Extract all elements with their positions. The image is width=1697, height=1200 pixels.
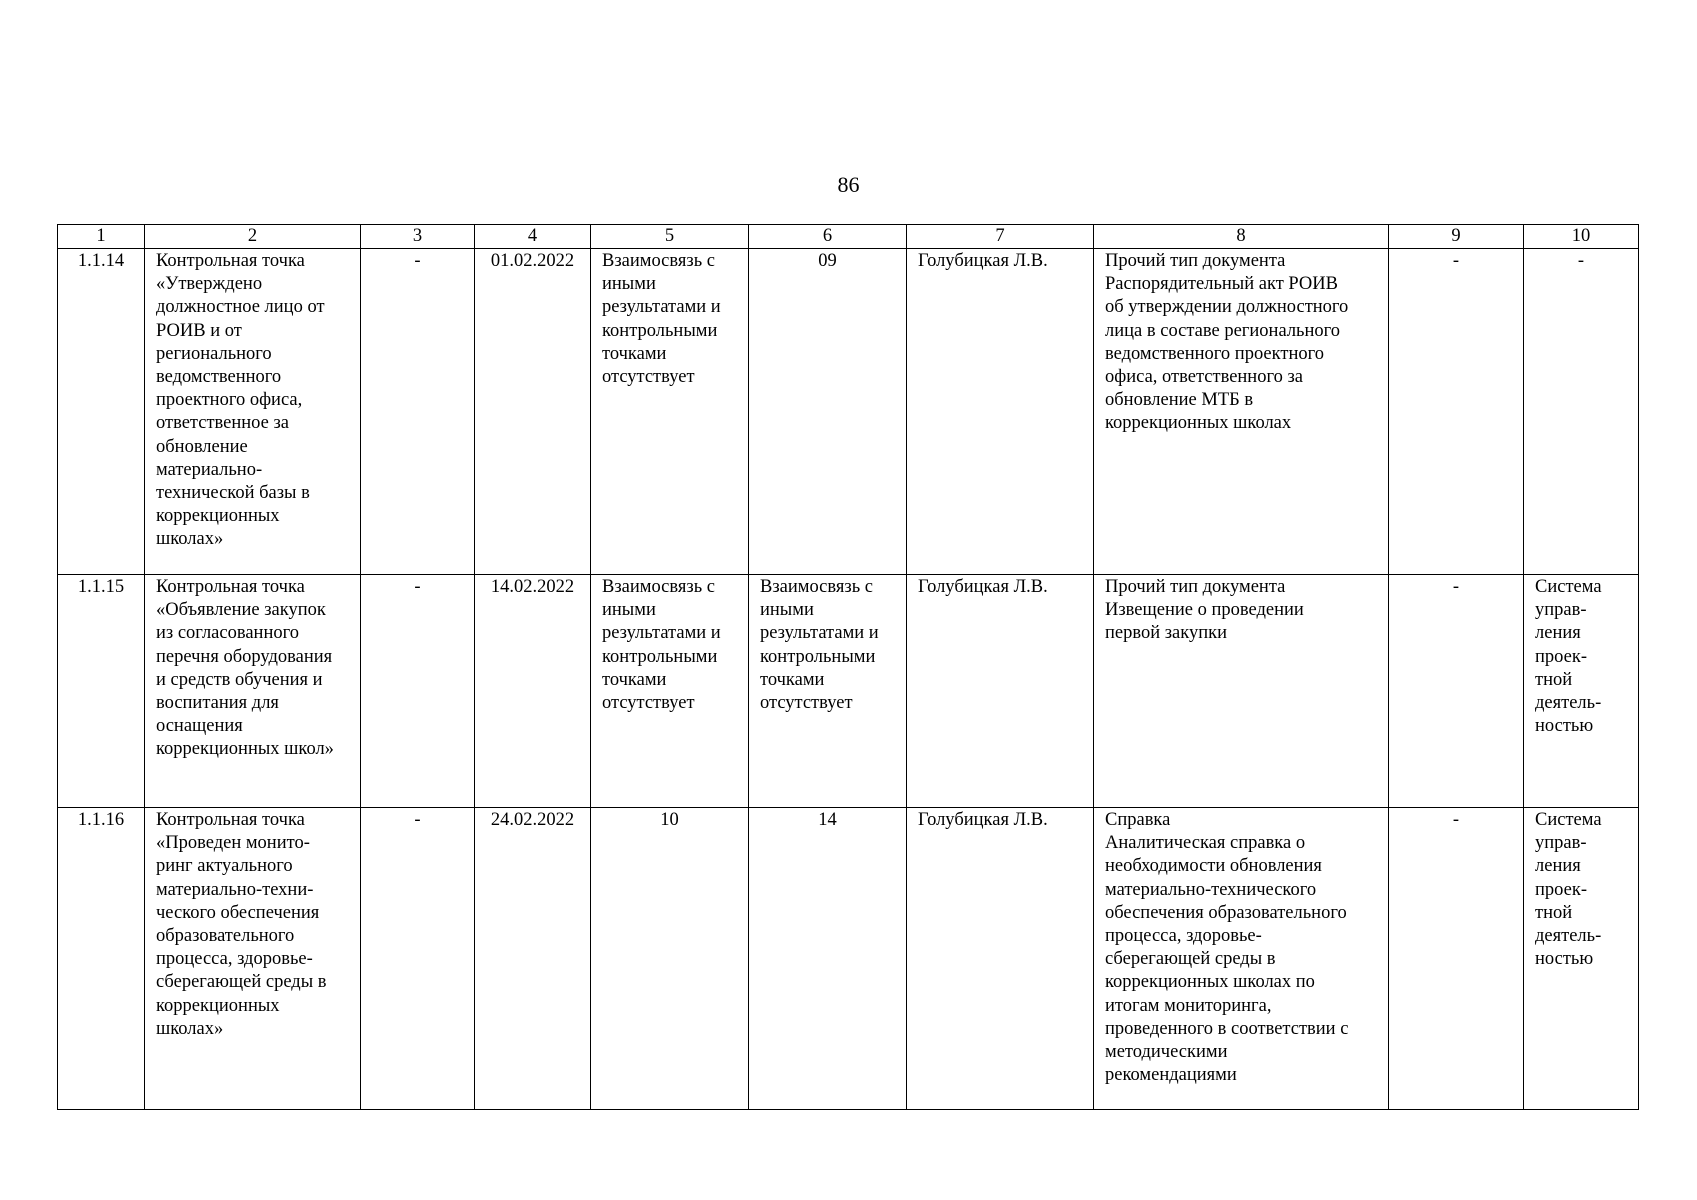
- page-number: 86: [837, 172, 860, 197]
- column-3-value: -: [361, 249, 475, 575]
- row-number: 1.1.16: [58, 808, 145, 1110]
- column-9-value: -: [1389, 808, 1524, 1110]
- column-header-7: 7: [907, 225, 1094, 249]
- row-number: 1.1.15: [58, 575, 145, 808]
- document-description: Справка Аналитическая справка о необходимости обновления материально-технического обеспечения образовательного процесса, здоровье- сберегающей среды в коррекционных школах по итогам мониторинга, проведенного в соответствии с методическими рекомендациями: [1094, 808, 1389, 1110]
- column-header-3: 3: [361, 225, 475, 249]
- table-row: [58, 575, 1639, 808]
- column-header-4: 4: [475, 225, 591, 249]
- column-10-value: Система управ- ления проек- тной деятель- ностью: [1524, 575, 1639, 808]
- header-row: [58, 225, 1639, 249]
- column-10-value: Система управ- ления проек- тной деятель- ностью: [1524, 808, 1639, 1110]
- column-header-9: 9: [1389, 225, 1524, 249]
- column-header-2: 2: [145, 225, 361, 249]
- column-6-value: 14: [749, 808, 907, 1110]
- responsible-person: Голубицкая Л.В.: [907, 575, 1094, 808]
- control-points-table: [57, 224, 1639, 1110]
- responsible-person: Голубицкая Л.В.: [907, 249, 1094, 575]
- due-date: 01.02.2022: [475, 249, 591, 575]
- control-point-name: Контрольная точка «Утверждено должностное лицо от РОИВ и от регионального ведомственного проектного офиса, ответственное за обновление материально- технической базы в коррекционных школах»: [145, 249, 361, 575]
- document-description: Прочий тип документа Извещение о проведении первой закупки: [1094, 575, 1389, 808]
- column-9-value: -: [1389, 575, 1524, 808]
- due-date: 24.02.2022: [475, 808, 591, 1110]
- due-date: 14.02.2022: [475, 575, 591, 808]
- column-10-value: -: [1524, 249, 1639, 575]
- column-5-value: Взаимосвязь с иными результатами и контрольными точками отсутствует: [591, 249, 749, 575]
- column-5-value: Взаимосвязь с иными результатами и контрольными точками отсутствует: [591, 575, 749, 808]
- column-header-10: 10: [1524, 225, 1639, 249]
- column-6-value: Взаимосвязь с иными результатами и контрольными точками отсутствует: [749, 575, 907, 808]
- table-row: [58, 249, 1639, 575]
- column-6-value: 09: [749, 249, 907, 575]
- column-3-value: -: [361, 575, 475, 808]
- row-number: 1.1.14: [58, 249, 145, 575]
- column-header-1: 1: [58, 225, 145, 249]
- column-3-value: -: [361, 808, 475, 1110]
- control-point-name: Контрольная точка «Проведен монито- ринг актуального материально-техни- ческого обеспечения образовательного процесса, здоровье- сберегающей среды в коррекционных школах»: [145, 808, 361, 1110]
- column-9-value: -: [1389, 249, 1524, 575]
- column-5-value: 10: [591, 808, 749, 1110]
- column-header-5: 5: [591, 225, 749, 249]
- column-header-6: 6: [749, 225, 907, 249]
- table-row: [58, 808, 1639, 1110]
- responsible-person: Голубицкая Л.В.: [907, 808, 1094, 1110]
- column-header-8: 8: [1094, 225, 1389, 249]
- document-description: Прочий тип документа Распорядительный акт РОИВ об утверждении должностного лица в составе регионального ведомственного проектного офиса, ответственного за обновление МТБ в коррекционных школах: [1094, 249, 1389, 575]
- control-point-name: Контрольная точка «Объявление закупок из согласованного перечня оборудования и средств обучения и воспитания для оснащения коррекционных школ»: [145, 575, 361, 808]
